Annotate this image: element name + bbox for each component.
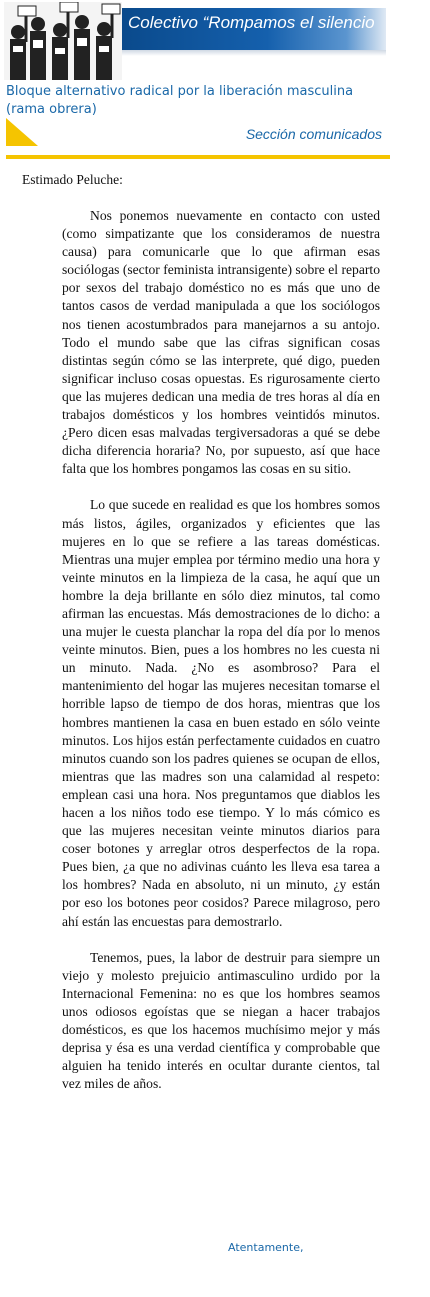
site-title: Colectivo “Rompamos el silencio (128, 13, 375, 32)
letter-body (62, 207, 380, 1111)
page-header (0, 0, 430, 160)
paragraph: Nos ponemos nuevamente en contacto con usted (como simpatizante que los consideramos de nuestra causa) para comunicarle que lo que afirman esas sociólogas (sector feminista intransigente) sobre el reparto por sexos del trabajo doméstico no es más que uno de tantos casos de verdad manipulada a que los sociólogos nos tienen acostumbrados para manejarnos a su antojo. Todo el mundo sabe que las cifras significan cosas distintas según cómo se las interprete, qué digo, pueden significar incluso cosas opuestas. Es rigurosamente cierto que las mujeres dedican una media de tres horas al día en trabajos domésticos y los hombres veintidós minutos. ¿Pero dicen esas malvadas tergiversadoras a qué se debe dicha diferencia horaria? No, por supuesto, así que hace falta que los hombres pongamos las cosas en su sitio. (62, 208, 380, 477)
banner-shadow (122, 50, 386, 56)
site-subtitle: Bloque alternativo radical por la liberación masculina (rama obrera) (6, 84, 354, 117)
protest-crowd-logo (4, 2, 122, 80)
header-divider (6, 155, 390, 159)
corner-triangle-icon (6, 118, 38, 146)
paragraph: Lo que sucede en realidad es que los hombres somos más listos, ágiles, organizados y eficientes que las mujeres en lo que se refiere a las tareas domésticas. Mientras una mujer emplea por término medio una hora y veinte minutos en la limpieza de la casa, he aquí que un hombre la deja brillante en sólo diez minutos, tal como afirman las encuestas. Más demostraciones de lo dicho: a una mujer le cuesta planchar la ropa del día por lo menos veinte minutos. Bien, pues a los hombres no les cuesta ni un minuto. Nada. ¿No es asombroso? Para el mantenimiento del hogar las mujeres necesitan tomarse el horrible lapso de tiempo de dos horas, mientras que los hombres mantienen la casa en buen estado en sólo veinte minutos. Los hijos están perfectamente cuidados en cuatro minutos cuando son los padres quienes se ocupan de ellos, mientras que las madres son una calamidad al respeto: emplean casi una hora. Nos preguntamos que diablos les hacen a los niños todo ese tiempo. Y lo más cómico es que las mujeres necesitan veinte minutos diarios para coser botones y arreglar otros desperfectos de la ropa. Pues bien, ¿a que no adivinas cuánto les lleva esa tarea a los hombres? Nada en absoluto, ni un minuto, ¿y están por eso los botones peor cosidos? Parece milagroso, pero ahí están las encuestas para demostrarlo. (62, 497, 380, 929)
paragraph: Tenemos, pues, la labor de destruir para siempre un viejo y molesto prejuicio antimasculino urdido por la Internacional Femenina: no es que los hombres seamos unos odiosos egoístas que se niegan a hacer trabajos domésticos, es que los hacemos muchísimo mejor y más deprisa y ésa es una verdad científica y comprobable que alguien ha tenido interés en ocultar durante cientos, tal vez miles de años. (62, 949, 380, 1092)
letter-greeting: Estimado Peluche: (22, 172, 123, 187)
letter-signoff: Atentamente, (228, 1241, 304, 1254)
title-banner (122, 8, 386, 50)
section-label: Sección comunicados (245, 126, 382, 142)
